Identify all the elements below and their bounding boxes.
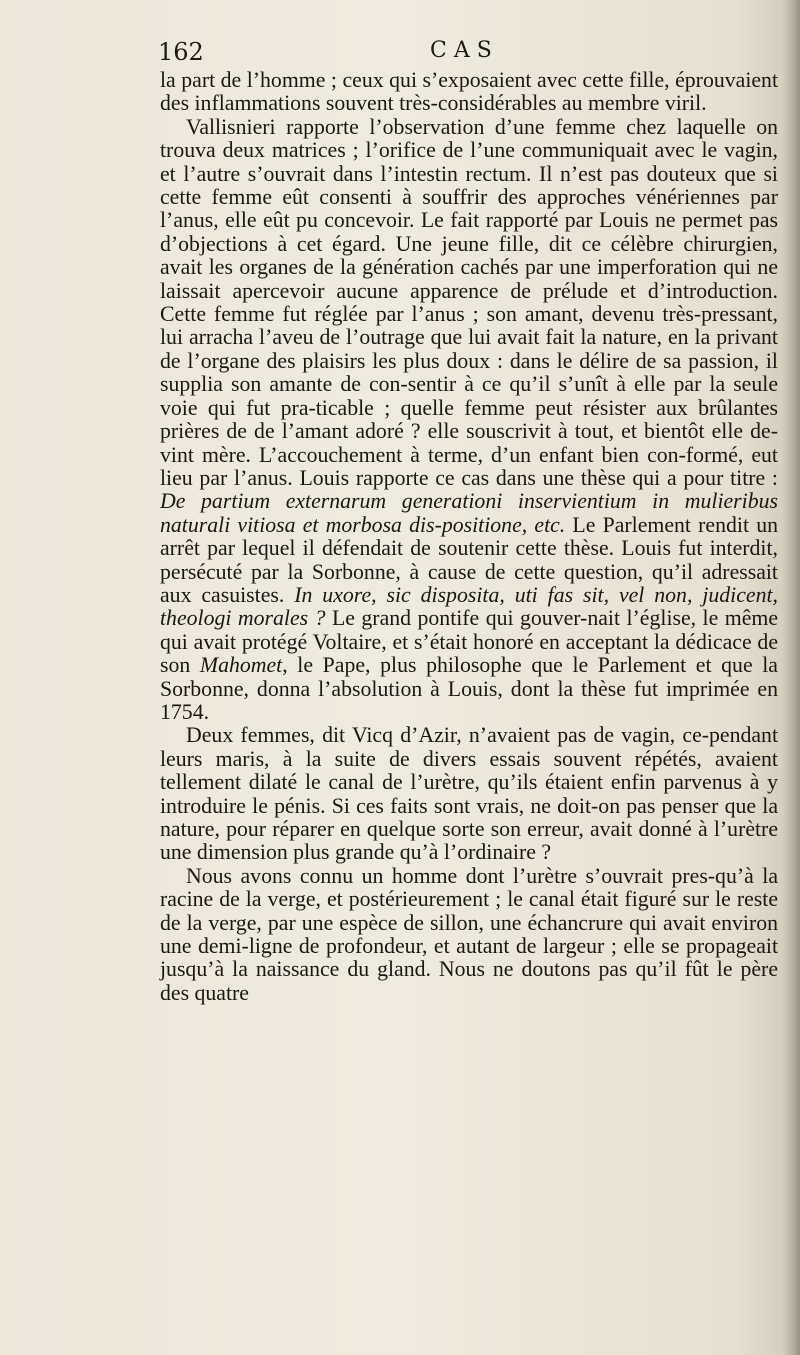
spine-shadow: [782, 0, 800, 1355]
text-run: Le grand pontife qui gouver-nait l’église, le même qui avait protégé Voltaire, et s’était honoré en acceptant la dédicace de son: [160, 606, 779, 678]
paragraph: [160, 69, 778, 116]
italic-latin-question: In uxore, sic disposita, uti fas sit, vel non, judicent, theologi morales ?: [160, 582, 778, 631]
text-run: Vallisnieri rapporte l’observation d’une femme chez laquelle on trouva deux matrices ; l’orifice de l’une communiquait avec le vagin, et l’autre s’ouvrait dans l’intestin rectum. Il n’est pas douteux que si cette femme eût consenti à souffrir des approches vénériennes par l’anus, elle eût pu concevoir. Le fait rapporté par Louis ne permet pas d’objections à cet égard. Une jeune fille, dit ce célèbre chirurgien, avait les organes de la génération cachés par une imperforation qui ne laissait apercevoir aucune apparence de prélude et d’introduction. Cette femme fut réglée par l’anus ; son amant, devenu très-pressant, lui arracha l’aveu de l’outrage que lui avait fait la nature, en la privant de l’organe des plaisirs les plus doux : dans le délire de sa passion, il supplia son amante de con-sentir à ce qu’il s’unît à elle par la seule voie qui fut pra-ticable ; quelle femme peut résister aux brûlantes prières de de l’amant adoré ? elle souscrivit à tout, et bientôt elle de-vint mère. L’accouchement à terme, d’un enfant bien con-formé, eut lieu par l’anus. Louis rapporte ce cas dans une thèse qui a pour titre :: [160, 114, 778, 490]
text-run: Deux femmes, dit Vicq d’Azir, n’avaient pas de vagin, ce-pendant leurs maris, à la suite de divers essais souvent répétés, avaient tellement dilaté le canal de l’urètre, qu’ils étaient enfin parvenus à y introduire le pénis. Si ces faits sont vrais, ne doit-on pas penser que la nature, pour réparer en quelque sorte son erreur, avait donné à l’urètre une dimension plus grande qu’à l’ordinaire ?: [160, 723, 778, 865]
paragraph: [160, 724, 778, 864]
text-run: , le Pape, plus philosophe que le Parlement et que la Sorbonne, donna l’absolution à Louis, dont la thèse fut imprimée en 1754.: [160, 653, 778, 724]
text-run: Le Parlement rendit un arrêt par lequel il défendait de soutenir cette thèse. Louis fut interdit, persécuté par la Sorbonne, à cause de cette question, qu’il adressait aux casuistes.: [160, 512, 778, 607]
running-head: CAS: [430, 38, 499, 63]
body-text: [160, 69, 778, 1005]
page-header: [158, 38, 780, 70]
italic-thesis-title: De partium externarum generationi inservientium in mulieribus naturali vitiosa et morbosa dis-positione, etc.: [160, 489, 778, 537]
italic-work-title: Mahomet: [199, 653, 283, 678]
text-run: Nous avons connu un homme dont l’urètre s’ouvrait pres-qu’à la racine de la verge, et postérieurement ; le canal était figuré sur le reste de la verge, par une espèce de sillon, une échancrure qui avait environ une demi-ligne de profondeur, et autant de largeur ; elle se propageait jusqu’à la naissance du gland. Nous ne doutons pas qu’il fût le père des quatre: [160, 863, 778, 1005]
paragraph: [160, 116, 778, 725]
page-number: 162: [158, 38, 204, 66]
text-run: la part de l’homme ; ceux qui s’exposaient avec cette fille, éprouvaient des inflammations souvent très-considérables au membre viril.: [160, 68, 778, 116]
paragraph: [160, 865, 778, 1005]
